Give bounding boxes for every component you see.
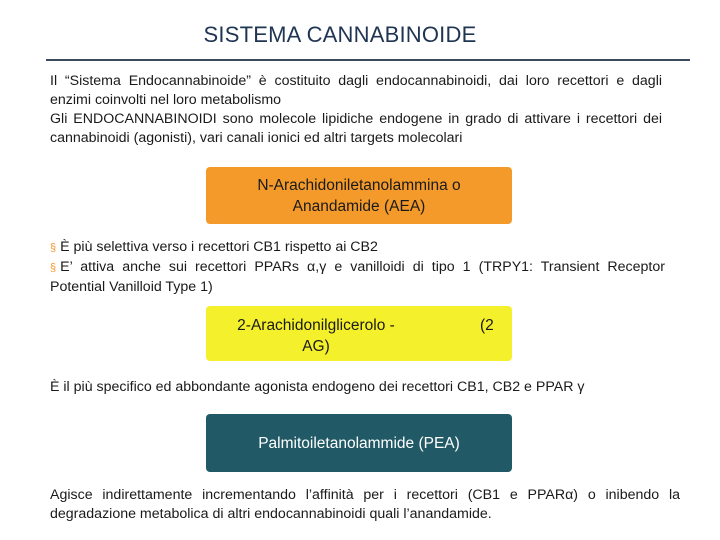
aea-box	[206, 167, 512, 224]
aea-bullets	[50, 238, 665, 297]
intro-paragraph	[50, 72, 662, 148]
aea-bullet-2	[50, 258, 665, 297]
aea-bullet-1-text: È più selettiva verso i recettori CB1 rispetto ai CB2	[60, 239, 378, 255]
intro-line2-prefix: Gli	[50, 111, 74, 127]
page-title: SISTEMA CANNABINOIDE	[203, 22, 477, 47]
aea-label-line1: N-Arachidoniletanolammina o	[257, 176, 461, 194]
pea-description: Agisce indirettamente incrementando l’affinità per i recettori (CB1 e PPARα) o inibendo la degradazione metabolica di altri endocannabinoidi quali l’anandamide.	[50, 487, 680, 522]
pea-label: Palmitoiletanolammide (PEA)	[258, 434, 460, 452]
2ag-box	[206, 306, 512, 361]
title-divider	[46, 59, 690, 61]
bullet-icon: §	[50, 242, 57, 254]
2ag-label-b: (2	[480, 317, 494, 334]
endocannabinoidi-term: ENDOCANNABINOIDI	[73, 111, 217, 127]
bullet-icon: §	[50, 262, 57, 274]
aea-bullet-2-text: E’ attiva anche sui recettori PPARs α,γ e vanilloidi di tipo 1 (TRPY1: Transient Receptor Potential Vanilloid Type 1)	[50, 259, 665, 295]
pea-box	[206, 414, 512, 472]
intro-line1: Il “Sistema Endocannabinoide” è costituito dagli endocannabinoidi, dai loro recettori e dagli enzimi coinvolti nel loro metabolismo	[50, 73, 662, 108]
2ag-label-a: 2-Arachidonilglicerolo -AG)	[237, 317, 395, 355]
aea-bullet-1	[50, 238, 665, 258]
intro-line2-rest: sono molecole lipidiche endogene in grado di attivare i recettori dei cannabinoidi (agonisti), vari canali ionici ed altri targets molecolari	[50, 111, 662, 146]
2ag-description: È il più specifico ed abbondante agonista endogeno dei recettori CB1, CB2 e PPAR γ	[50, 379, 585, 395]
aea-label-line2: Anandamide (AEA)	[292, 197, 426, 215]
